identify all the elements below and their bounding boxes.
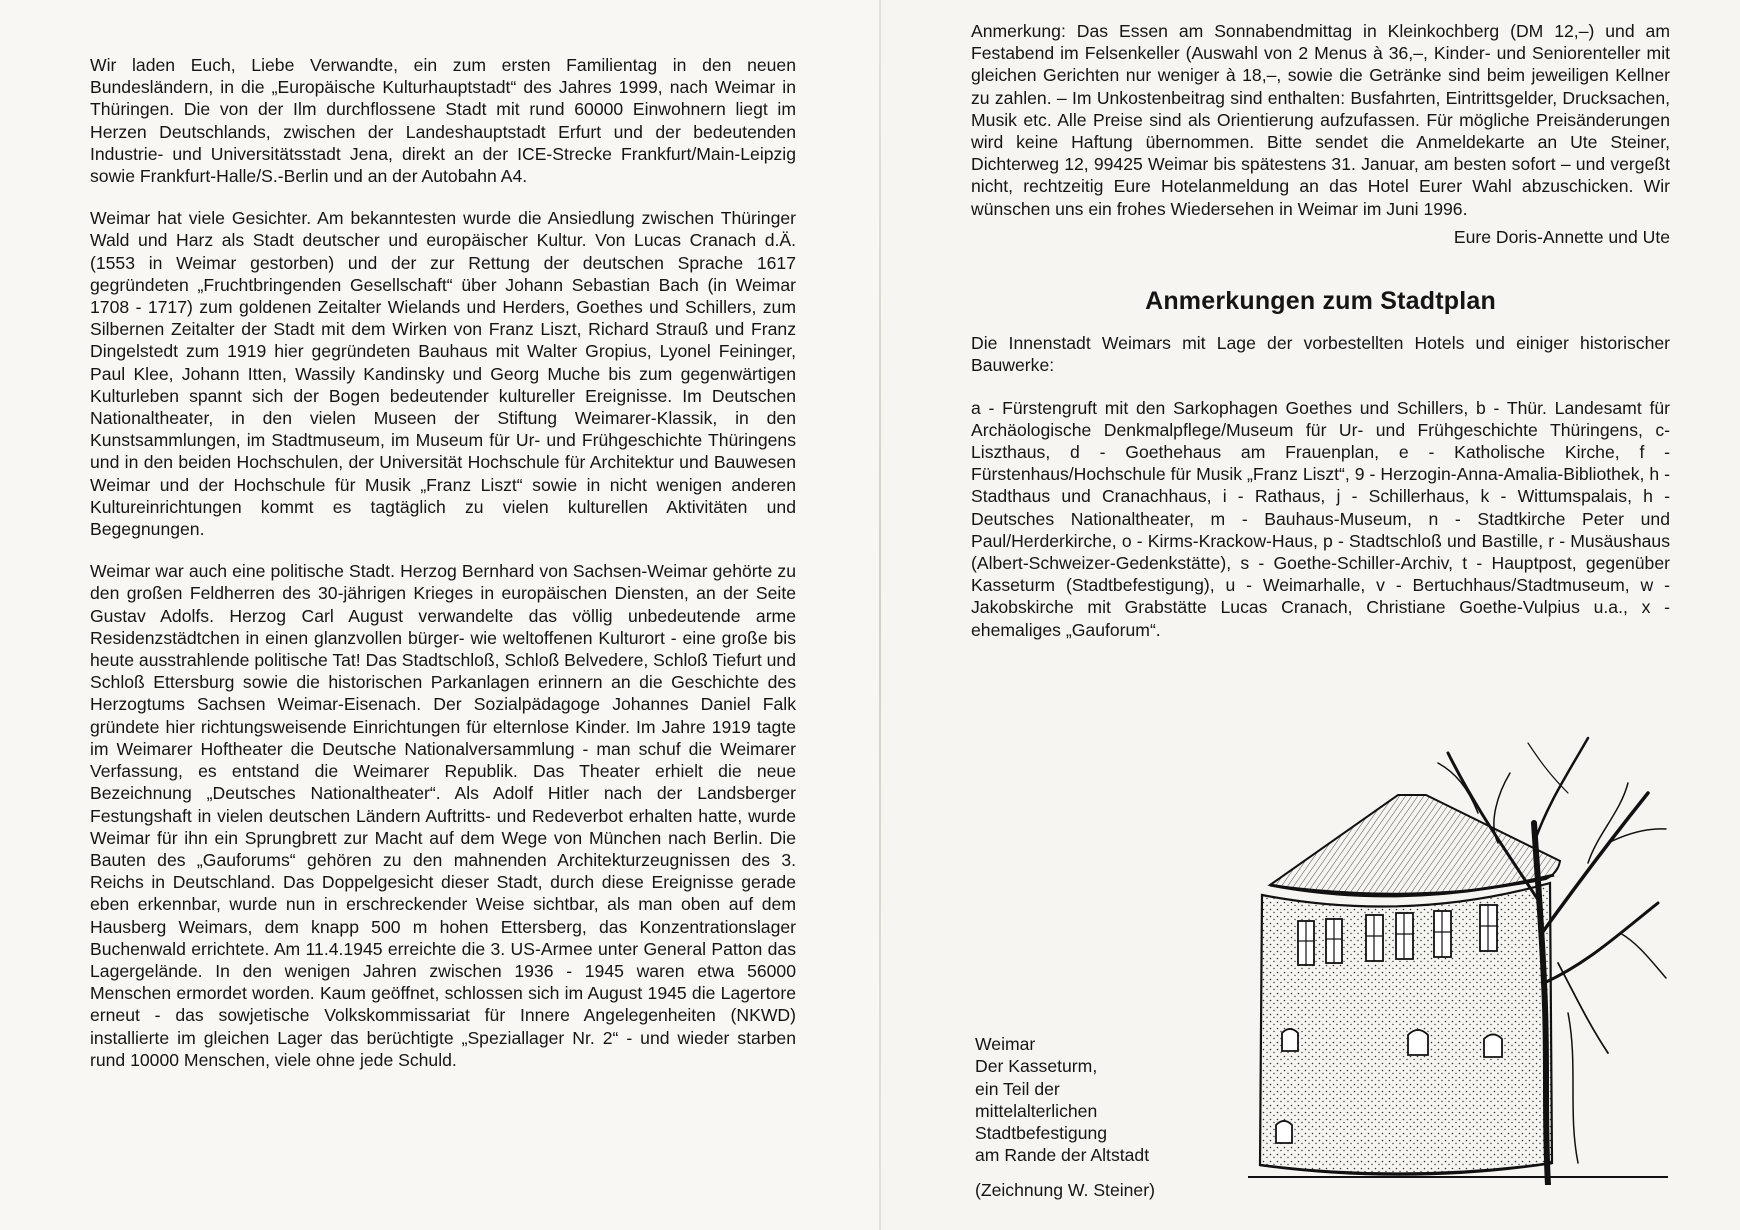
- caption-line: am Rande der Altstadt: [975, 1145, 1150, 1166]
- page-fold: [879, 0, 881, 1230]
- paragraph-politics: Weimar war auch eine politische Stadt. Herzog Bernhard von Sachsen-Weimar gehörte zu den großen Feldherren des 30-jährigen Krieges in europäischen Diensten, an der Seite Gustav Adolfs. Herzog Carl August verwandelte das völlig unbedeutende arme Residenzstädtchen in einen glanzvollen bürger- wie weltoffenen Kulturort - eine große bis heute ausstrahlende politische Tat! Das Stadtschloß, Schloß Belvedere, Schloß Tiefurt und Schloß Ettersburg sowie die historischen Parkanlagen erinnern an die Geschichte des Herzogtums Sachsen Weimar-Eisenach. Der Sozialpädagoge Johannes Daniel Falk gründete hier richtungsweisende Einrichtungen für elternlose Kinder. Im Jahre 1919 tagte im Weimarer Hoftheater die Deutsche Nationalversammlung - man schuf die Weimarer Verfassung, es entstand die Weimarer Republik. Das Theater erhielt die neue Bezeichnung „Deutsches Nationaltheater“. Als Adolf Hitler nach der Landsberger Festungshaft in vielen deutschen Ländern Auftritts- und Redeverbot erhalten hatte, wurde Weimar für ihn ein Sprungbrett zur Macht auf dem Wege von München nach Berlin. Die Bauten des „Gauforums“ gehören zu den mahnenden Architekturzeugnissen des 3. Reichs in Deutschland. Das Doppelgesicht dieser Stadt, durch diese Ereignisse gerade eben erkennbar, wurde nun in erschreckender Weise sichtbar, als man oben auf dem Hausberg Weimars, dem knapp 500 m hohen Ettersberg, das Konzentrationslager Buchenwald errichtete. Am 11.4.1945 erreichte die 3. US-Armee unter General Patton das Lagergelände. In den wenigen Jahren zwischen 1936 - 1945 waren etwa 56000 Menschen ermordet worden. Kaum geöffnet, schlossen sich im August 1945 die Lagertore erneut - das sowjetische Volkskommissariat für Innere Angelegenheiten (NKWD) installierte im gleichen Lager das berüchtigte „Speziallager Nr. 2“ - und wieder starben rund 10000 Menschen, viele ohne jede Schuld.: [90, 561, 796, 1070]
- note-paragraph: Anmerkung: Das Essen am Sonnabendmittag in Kleinkochberg (DM 12,–) und am Festabend im Felsenkeller (Auswahl von 2 Menus à 36,–, Kinder- und Seniorenteller mit gleichen Gerichten nur weniger à 18,–, sowie die Getränke sind beim jeweiligen Kellner zu zahlen. – Im Unkostenbeitrag sind enthalten: Busfahrten, Eintrittsgelder, Drucksachen, Musik etc. Alle Preise sind als Orientierung aufzufassen. Für mögliche Preisänderungen wird keine Haftung übernommen. Bitte sendet die Anmeldekarte an Ute Steiner, Dichterweg 12, 99425 Weimar bis spätestens 31. Januar, am besten sofort – und vergeßt nicht, rechtzeitig Eure Hotelanmeldung an das Hotel Eurer Wahl abzuschicken. Wir wünschen uns ein frohes Wiedersehen in Weimar im Juni 1996.: [971, 21, 1670, 219]
- paragraph-invitation: Wir laden Euch, Liebe Verwandte, ein zum ersten Familientag in den neuen Bundesländern, in die „Europäische Kulturhauptstadt“ des Jahres 1999, nach Weimar in Thüringen. Die von der Ilm durchflossene Stadt mit rund 60000 Einwohnern liegt im Herzen Deutschlands, zwischen der Landeshauptstadt Erfurt und der bedeutenden Industrie- und Universitätsstadt Jena, direkt an der ICE-Strecke Frankfurt/Main-Leipzig sowie Frankfurt-Halle/S.-Berlin und an der Autobahn A4.: [90, 55, 796, 187]
- caption-line: mittelalterlichen: [975, 1100, 1098, 1121]
- left-column: [90, 54, 796, 1091]
- right-column: [971, 20, 1670, 661]
- caption-line: Stadtbefestigung: [975, 1123, 1108, 1144]
- caption-line: Der Kasseturm,: [975, 1056, 1098, 1077]
- section-title: Anmerkungen zum Stadtplan: [1145, 287, 1496, 316]
- caption-line: ein Teil der: [975, 1078, 1060, 1099]
- signature: Eure Doris-Annette und Ute: [1453, 226, 1670, 247]
- caption-line: Weimar: [975, 1034, 1036, 1054]
- illustration-caption: [975, 1033, 1205, 1201]
- paragraph-culture: Weimar hat viele Gesichter. Am bekanntesten wurde die Ansiedlung zwischen Thüringer Wald und Harz als Stadt deutscher und europäischer Kultur. Von Lucas Cranach d.Ä. (1553 in Weimar gestorben) und der zur Rettung der deutschen Sprache 1617 gegründeten „Fruchtbringenden Gesellschaft“ über Johann Sebastian Bach (in Weimar 1708 - 1717) zum goldenen Zeitalter Wielands und Herders, Goethes und Schillers, zum Silbernen Zeitalter der Stadt mit dem Wirken von Franz Liszt, Richard Strauß und Franz Dingelstedt zum 1919 hier gegründeten Bauhaus mit Walter Gropius, Lyonel Feininger, Paul Klee, Johann Itten, Wassily Kandinsky und Georg Muche bis zum gegenwärtigen Kulturleben spannt sich der Bogen bedeutender kultureller Ereignisse. Im Deutschen Nationaltheater, in den vielen Museen der Stiftung Weimarer-Klassik, in den Kunstsammlungen, im Stadtmuseum, im Museum für Ur- und Frühgeschichte Thüringens und in den beiden Hochschulen, der Universität Hochschule für Architektur und Bauwesen Weimar und der Hochschule für Musik „Franz Liszt“ sowie in nicht wenigen anderen Kultureinrichtungen kommt es tagtäglich zu vielen kulturellen Aktivitäten und Begegnungen.: [90, 208, 796, 540]
- map-intro: Die Innenstadt Weimars mit Lage der vorbestellten Hotels und einiger historischer Bauwerke:: [971, 333, 1670, 376]
- kasseturm-drawing: [1248, 733, 1668, 1185]
- drawing-credit: (Zeichnung W. Steiner): [975, 1179, 1155, 1200]
- map-legend: a - Fürstengruft mit den Sarkophagen Goethes und Schillers, b - Thür. Landesamt für Archäologische Denkmalpflege/Museum für Ur- und Frühgeschichte Thüringens, c- Liszthaus, d - Goethehaus am Frauenplan, e - Katholische Kirche, f - Fürstenhaus/Hochschule für Musik „Franz Liszt“, 9 - Herzogin-Anna-Amalia-Bibliothek, h - Stadthaus und Cranachhaus, i - Rathaus, j - Schillerhaus, k - Wittumspalais, h - Deutsches Nationaltheater, m - Bauhaus-Museum, n - Stadtkirche Peter und Paul/Herderkirche, o - Kirms-Krackow-Haus, p - Stadtschloß und Bastille, r - Musäushaus (Albert-Schweizer-Gedenkstätte), s - Goethe-Schiller-Archiv, t - Hauptpost, gegenüber Kasseturm (Stadtbefestigung), u - Weimarhalle, v - Bertuchhaus/Stadtmuseum, w - Jakobskirche mit Grabstätte Lucas Cranach, Christiane Goethe-Vulpius u.a., x - ehemaliges „Gauforum“.: [971, 397, 1670, 640]
